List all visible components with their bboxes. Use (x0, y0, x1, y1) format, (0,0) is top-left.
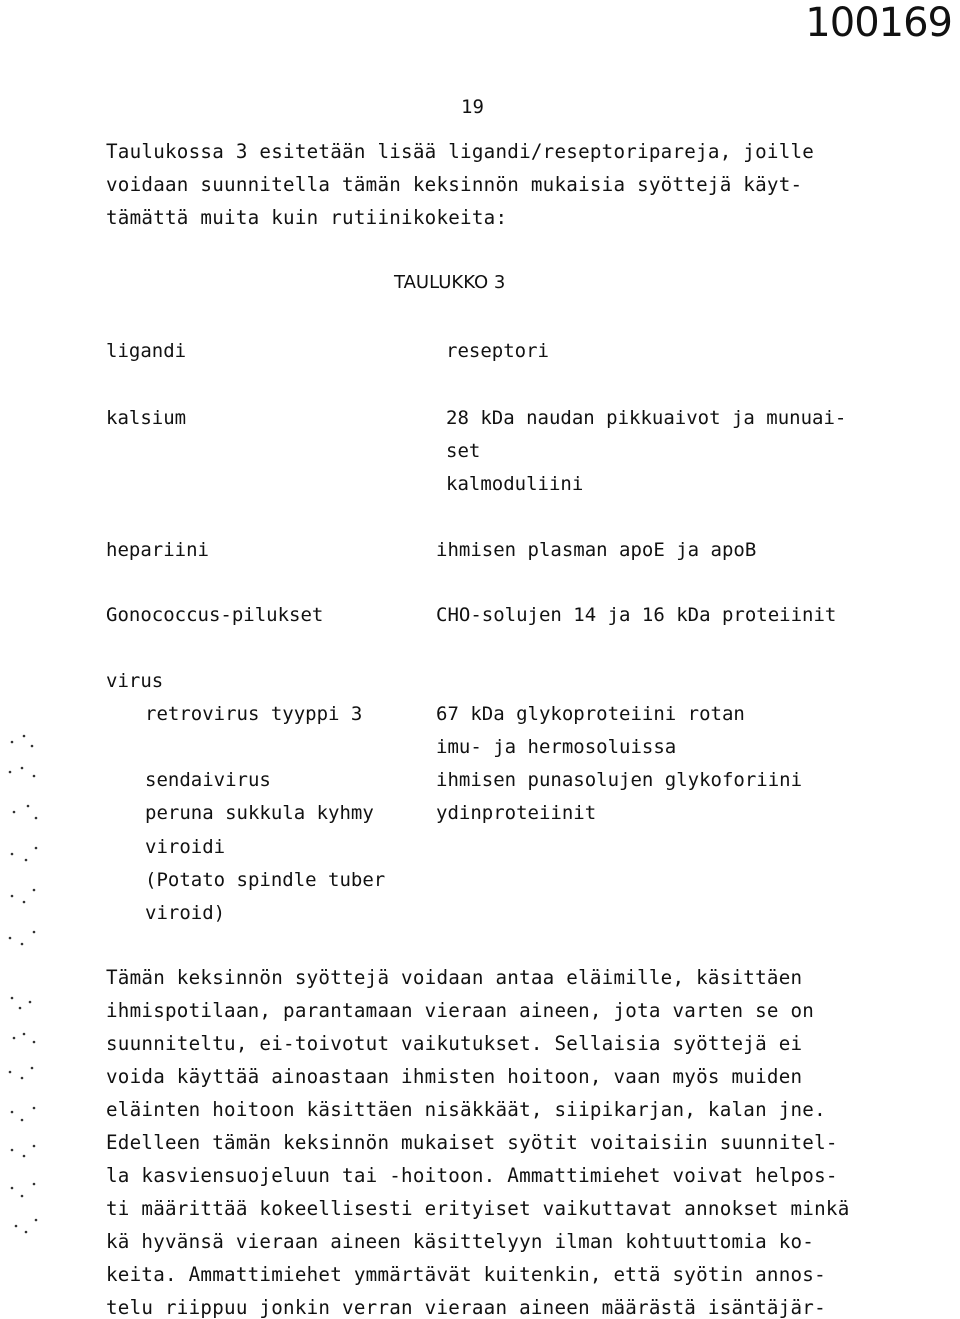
body-line: Edelleen tämän keksinnön mukaiset syötit voitaisiin suunnitel- (106, 1131, 838, 1154)
intro-line: tämättä muita kuin rutiinikokeita: (106, 206, 508, 229)
table-row-receptor: imu- ja hermosoluissa (436, 736, 677, 758)
page-number: 19 (461, 96, 484, 118)
table-row-receptor: 67 kDa glykoproteiini rotan (436, 703, 745, 725)
table-row-ligand: sendaivirus (145, 769, 271, 791)
table-row-ligand: viroidi (145, 836, 226, 858)
body-line: kä hyvänsä vieraan aineen käsittelyyn ilman kohtuuttomia ko- (106, 1230, 815, 1253)
table-row-ligand: hepariini (106, 539, 209, 561)
intro-line: voidaan suunnitella tämän keksinnön mukaisia syöttejä käyt- (106, 173, 803, 196)
table-row-ligand: retrovirus tyyppi 3 (145, 703, 363, 725)
table-row-receptor: ihmisen punasolujen glykoforiini (436, 769, 803, 791)
table-row-ligand: Gonococcus-pilukset (106, 604, 324, 626)
body-line: Tämän keksinnön syöttejä voidaan antaa eläimille, käsittäen (106, 966, 803, 989)
body-line: eläinten hoitoon käsittäen nisäkkäät, siipikarjan, kalan jne. (106, 1098, 826, 1121)
table-row-receptor: ihmisen plasman apoE ja apoB (436, 539, 757, 561)
table-title: TAULUKKO 3 (394, 272, 506, 293)
body-line: ihmispotilaan, parantamaan vieraan aineen, jota varten se on (106, 999, 815, 1022)
table-row-receptor: CHO-solujen 14 ja 16 kDa proteiinit (436, 604, 837, 626)
body-line: la kasviensuojeluun tai -hoitoon. Ammattimiehet voivat helpos- (106, 1164, 838, 1187)
table-row-receptor: ydinproteiinit (436, 802, 597, 824)
table-row-receptor: 28 kDa naudan pikkuaivot ja munuai- (446, 407, 847, 429)
column-header-ligand: ligandi (106, 340, 187, 362)
body-line: telu riippuu jonkin verran vieraan aineen määrästä isäntäjär- (106, 1296, 826, 1319)
table-row-ligand: peruna sukkula kyhmy (145, 802, 374, 824)
table-row-ligand: viroid) (145, 902, 226, 924)
table-row-group-label: virus (106, 670, 164, 692)
body-line: ti määrittää kokeellisesti erityiset vaikuttavat annokset minkä (106, 1197, 850, 1220)
table-row-ligand: (Potato spindle tuber (145, 869, 386, 891)
table-row-receptor: set (446, 440, 481, 462)
body-line: suunniteltu, ei-toivotut vaikutukset. Sellaisia syöttejä ei (106, 1032, 803, 1055)
column-header-receptor: reseptori (446, 340, 549, 362)
body-line: voida käyttää ainoastaan ihmisten hoitoon, vaan myös muiden (106, 1065, 803, 1088)
patent-number: 100169 (805, 0, 952, 46)
margin-dot-marks (0, 720, 70, 1250)
intro-line: Taulukossa 3 esitetään lisää ligandi/reseptoripareja, joille (106, 140, 815, 163)
table-row-receptor: kalmoduliini (446, 473, 584, 495)
table-row-ligand: kalsium (106, 407, 187, 429)
body-line: keita. Ammattimiehet ymmärtävät kuitenkin, että syötin annos- (106, 1263, 826, 1286)
